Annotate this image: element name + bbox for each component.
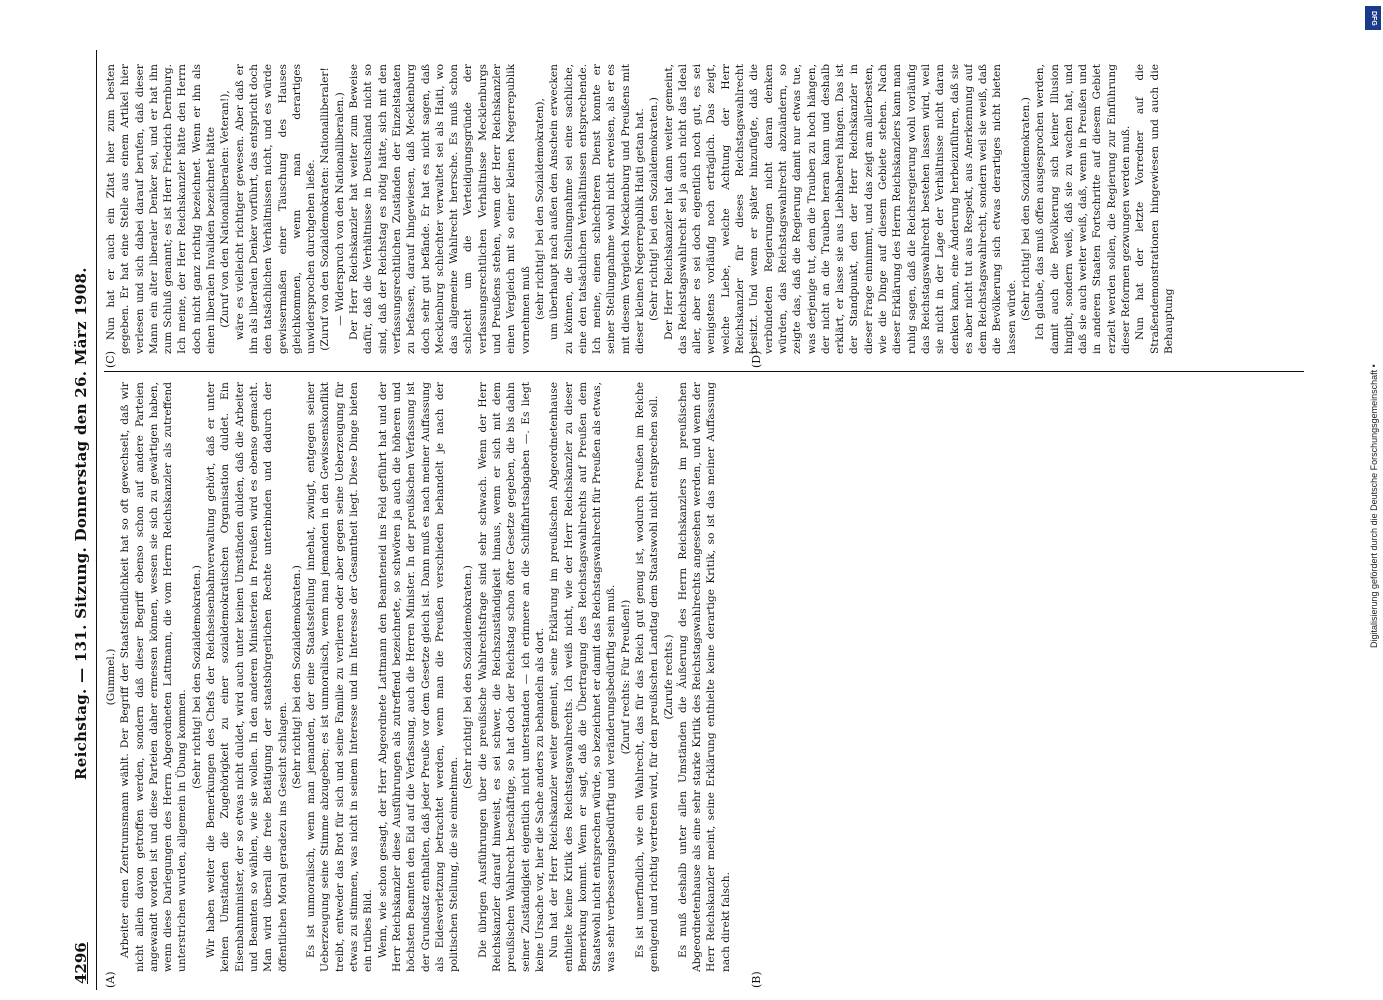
margin-marker-d: (D) <box>750 350 763 368</box>
paragraph: Ich glaube, das muß offen ausgesprochen werden, damit auch die Bevölkerung sich keiner Illusion hingibt, sondern weiß, daß sie zu wachen hat, und daß sie auch weiter weiß, daß, wenn in Preußen und in anderen Staaten Fortschritte auf diesem Gebiet erzielt werden sollen, die Regierung zur Einführung dieser Reformen gezwungen werden muß. <box>1034 64 1133 354</box>
paragraph: Die übrigen Ausführungen über die preußische Wahlrechtsfrage sind sehr schwach. Wenn der Herr Reichskanzler darauf hinweist, es sei schwer, die Reichszuständigkeit hinaus, wenn er sich mit dem preußischen Wahlrecht beschäftige, so hat doch der Reichstag schon öfter Gesetze gegeben, die bis dahin seiner Zuständigkeit eigentlich nicht unterstanden — ich erinnere an die Schiffahrtsabgaben —. Es liegt keine Ursache vor, hier die Sache anders zu behandeln als dort. <box>476 382 546 972</box>
running-title: Reichstag. — 131. Sitzung. Donnerstag den 26. März 1908. <box>72 267 90 780</box>
dfg-logo: DFG <box>1365 6 1381 30</box>
paragraph: (Zurufe rechts.) <box>662 634 675 720</box>
paragraph: Wenn, wie schon gesagt, der Herr Abgeordnete Lattmann den Beamteneid ins Feld geführt hat und der Herr Reichskanzler diese Ausführungen als zutreffend bezeichnete, so schwören ja auch die höheren und höchsten Beamten den Eid auf die Verfassung, auch die Herren Minister. In der preußischen Verfassung ist der Grundsatz enthalten, daß jeder Preuße vor dem Gesetze gleich ist. Dann muß es nach meiner Auffassung als Eidesverletzung betrachtet werden, wenn man die Preußen verschieden behandelt je nach der politischen Stellung, die sie einnehmen. <box>376 382 461 972</box>
paragraph: Nun hat der Herr Reichskanzler weiter gemeint, seine Erklärung im preußischen Abgeordnetenhause enthielte keine Kritik des Reichstagswahlrechts. Ich weiß nicht, wie der Herr Reichskanzler zu dieser Bemerkung kommt. Wenn er sagt, daß die Übertragung des Reichstagswahlrechts auf Preußen dem Staatswohl nicht entsprechen würde, so bezeichnet er damit das Reichstagswahlrecht für Preußen als etwas, was sehr verbesserungsbedürftig und veränderungsbedürftig sein muß. <box>548 382 618 972</box>
paragraph: Es muß deshalb unter allen Umständen die Äußerung des Herrn Reichskanzlers im preußischen Abgeordnetenhause als eine sehr starke Kritik des Reichstagswahlrechts angesehen werden, und wenn der Herr Reichskanzler meint, seine Erklärung enthielte keine derartige Kritik, so ist das meiner Auffassung nach direkt falsch. <box>676 382 732 972</box>
right-column <box>104 64 1304 354</box>
paragraph: um überhaupt nach außen den Anschein erwecken zu können, die Stellungnahme sei eine sachliche, eine den tatsächlichen Verhältnissen entsprechende. Ich meine, einen schlechteren Dienst konnte er seiner Stellungnahme wohl nicht erweisen, als er es mit diesem Vergleich Mecklenburg und Preußens mit dieser kleinen Negerrepublik Haiti getan hat. <box>548 64 646 354</box>
paragraph: (Sehr richtig! bei den Sozialdemokraten.) <box>1020 97 1032 321</box>
digitization-credit: Digitalisierung gefördert durch die Deutsche Forschungsgemeinschaft • <box>1369 364 1379 648</box>
paragraph: (Sehr richtig! bei den Sozialdemokraten.) <box>190 565 203 789</box>
scanned-page <box>70 50 1310 990</box>
margin-marker-a: (A) <box>104 971 117 988</box>
margin-marker-b: (B) <box>750 971 763 988</box>
paragraph: Es ist unerfindlich, wie ein Wahlrecht, das für das Reich gut genug ist, wodurch Preußen im Reiche genügend und richtig vertreten wird, für den preußischen Landtag dem Staatswohl nicht entsprechen soll. <box>633 382 661 972</box>
paragraph: Der Herr Reichskanzler hat dann weiter gemeint, das Reichstagswahlrecht sei ja auch nicht das Ideal aller, aber es sei doch eigentlich noch gut, es sei wenigstens vorläufig noch erträglich. Das zeigt, welche Liebe, welche Achtung der Herr Reichskanzler für dieses Reichstagswahlrecht besitzt. Und wenn er später hinzufügte, daß die verbündeten Regierungen nicht daran denken würden, das Reichstagswahlrecht abzuändern, so zeigte das, daß die Regierung damit nur etwas tue, was derjenige tut, dem die Trauben zu hoch hängen, der nicht an die Trauben heran kann und deshalb erklärt, er lasse sie aus Liebhaberei hängen. Das ist der Standpunkt, den der Herr Reichskanzler in dieser Frage einnimmt, und das zeigt am allerbesten, wie die Dinge auf diesem Gebiete stehen. Nach dieser Erklärung des Herrn Reichskanzlers kann man ruhig sagen, daß die Reichsregierung wohl vorläufig das Reichstagswahlrecht bestehen lassen wird, weil sie nicht in der Lage der Verhältnisse nicht daran denken kann, eine Änderung herbeizuführen, daß sie es aber nicht tut aus Respekt, aus Anerkennung auf dem Reichstagswahlrecht, sondern weil sie weiß, daß die Bevölkerung sich etwas derartiges nicht bieten lassen würde. <box>662 64 1018 354</box>
paragraph: Der Herr Reichskanzler hat weiter zum Beweise dafür, daß die Verhältnisse in Deutschland nicht so sind, daß der Reichstag es nötig hätte, sich mit den verfassungsrechtlichen Zuständen der Einzelstaaten zu befassen, darauf hingewiesen, daß Mecklenburg doch sehr gut befände. Er hat es nicht sagen, daß Mecklenburg schlechter verwaltet sei als Haiti, wo das allgemeine Wahlrecht herrsche. Es muß schon schlecht um die Verteidigungsgründe der verfassungsrechtlichen Verhältnisse Mecklenburgs und Preußens stehen, wenn der Herr Reichskanzler einen Vergleich mit so einer kleinen Negerrepublik vornehmen muß <box>348 64 532 354</box>
paragraph: (Zuruf rechts: Für Preußen!) <box>619 599 632 755</box>
paragraph: Wir haben weiter die Bemerkungen des Chefs der Reichseisenbahnverwaltung gehört, daß er unter keinen Umständen die Zugehörigkeit zu einer sozialdemokratischen Organisation duldet. Ein Eisenbahnminister, der so etwas nicht duldet, wird auch unter keinen Umständen dulden, daß die Arbeiter und Beamten so wählen, wie sie wollen. In den anderen Ministerien in Preußen wird es ebenso gemacht. Man wird überall die freie Betätigung der staatsbürgerlichen Rechte unterbinden und dadurch der öffentlichen Moral geradezu ins Gesicht schlagen. <box>205 382 289 972</box>
paragraph: (Zuruf von den Sozialdemokraten: Nationalliberaler! — Widerspruch von den Nationalliberalen.) <box>319 67 346 351</box>
page-number: 4296 <box>72 942 90 984</box>
paragraph: (Sehr richtig! bei den Sozialdemokraten.) <box>290 565 303 789</box>
margin-marker-c: (C) <box>104 351 117 368</box>
paragraph: (Sehr richtig! bei den Sozialdemokraten.) <box>648 97 661 321</box>
paragraph: Es ist unmoralisch, wenn man jemanden, der eine Staatsstellung innehat, zwingt, entgegen seiner Ueberzeugung seine Stimme abzugeben; es ist unmoralisch, wenn man jemanden in den Gewissenskonflikt treibt, entweder das Brot für sich und seine Familie zu verlieren oder aber gegen seine Ueberzeugung für etwas zu stimmen, was nicht in seinem Interesse und im Interesse der Gesamtheit liegt. Diese Dinge bieten ein trübes Bild. <box>305 382 375 972</box>
left-column <box>104 382 1304 972</box>
paragraph: Nun hat er auch ein Zitat hier zum besten gegeben. Er hat eine Stelle aus einem Artikel hier verlesen und sich dabei darauf berufen, daß dieser Mann ein alter liberaler Denker sei, und er hat ihn zum Schluß genannt; es ist Herr Friedrich Dernburg. Ich meine, der Herr Reichskanzler hätte den Herrn doch nicht ganz richtig bezeichnet. Wenn er ihn als einen liberalen Invaliden bezeichnet hätte <box>105 64 218 354</box>
paragraph: (Gummel.) <box>105 648 117 706</box>
paragraph: Nun hat der letzte Vorredner auf die Straßendemonstrationen hingewiesen und auch die Behauptung <box>1134 64 1175 354</box>
paragraph: (Zuruf von den Nationalliberalen: Veteran!), <box>219 90 232 328</box>
paragraph: wäre es vielleicht richtiger gewesen. Aber daß er ihn als liberalen Denker vorführt, das entspricht doch den tatsächlichen Verhältnissen nicht, und es würde gewissermaßen einer Täuschung des Hauses gleichkommen, wenn man derartiges unwidersprochen durchgehen ließe. <box>233 64 318 354</box>
paragraph: (Sehr richtig! bei den Sozialdemokraten.) <box>462 565 475 789</box>
page-header <box>70 50 97 990</box>
paragraph: (sehr richtig! bei den Sozialdemokraten), <box>533 98 546 320</box>
column-divider <box>104 371 1304 372</box>
paragraph: Arbeiter einen Zentrumsmann wählt. Der Begriff der Staatsfeindlichkeit hat so oft gewechselt, daß wir nicht allein davon getroffen werden, sondern daß dieser Begriff ebenso schon auf andere Parteien angewandt worden ist und diese Parteien daher ermessen können, wessen sie sich zu gewärtigen haben, wenn diese Darlegungen des Herrn Abgeordneten Lattmann, die vom Herrn Reichskanzler als zutreffend unterstrichen wurden, allgemein in Übung kommen. <box>119 382 189 972</box>
